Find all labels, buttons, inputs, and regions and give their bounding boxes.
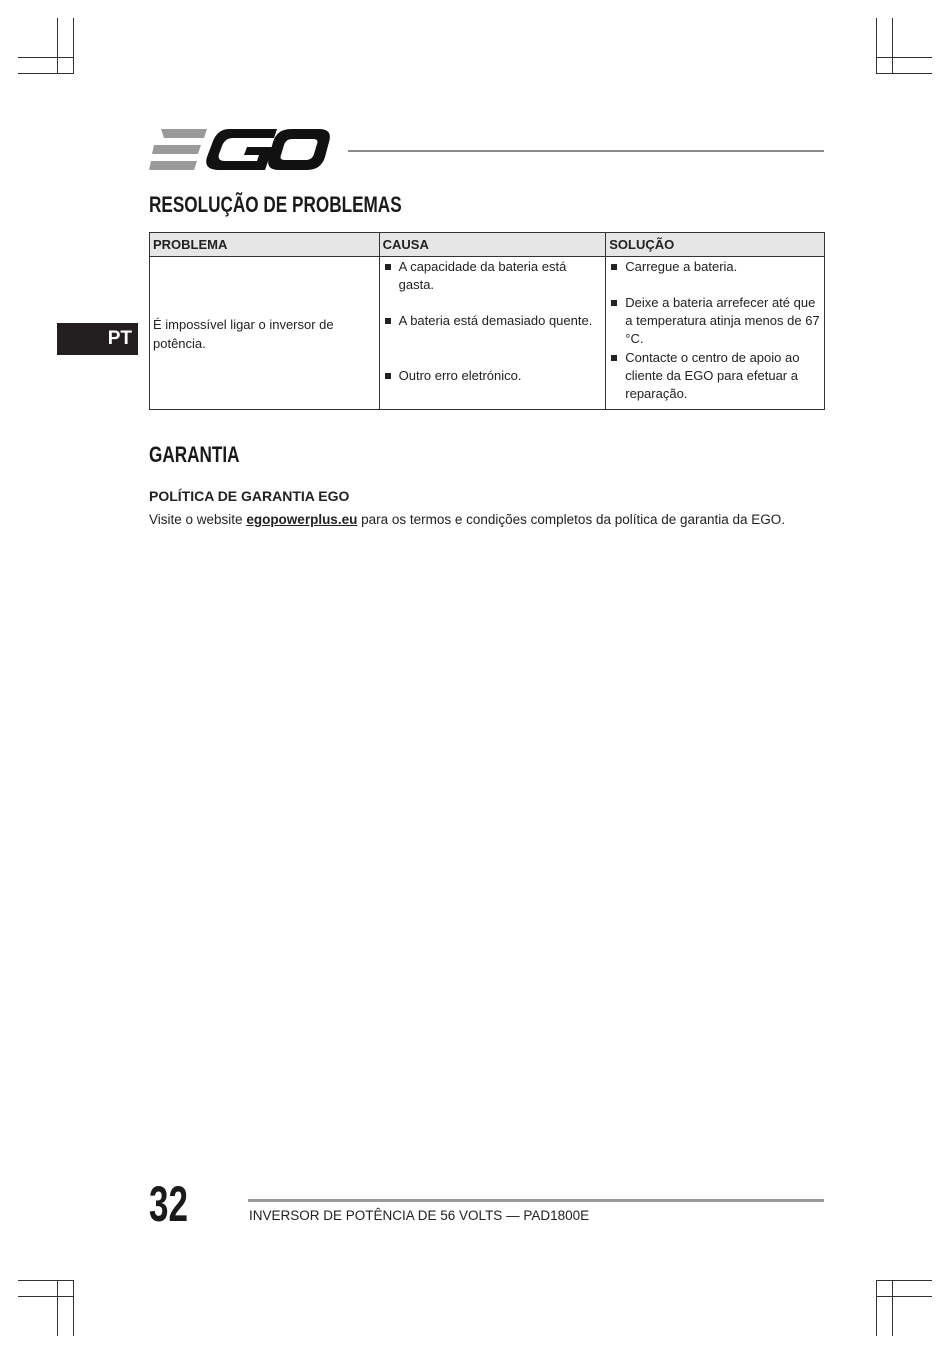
solution-text: Deixe a bateria arrefecer até que a temperatura atinja menos de 67 °C. [625,295,820,346]
bullet-square-icon [385,264,391,270]
cause-cell [379,257,606,410]
table-row [150,257,825,410]
crop-mark [876,1296,932,1297]
cause-text: Outro erro eletrónico. [398,368,522,383]
crop-mark [73,18,74,74]
footer-rule [248,1199,824,1202]
column-header: SOLUÇÃO [606,233,825,257]
section-title-warranty: GARANTIA [149,442,240,467]
troubleshooting-table [149,232,825,410]
bullet-square-icon [611,300,617,306]
section-title-troubleshooting: RESOLUÇÃO DE PROBLEMAS [149,192,402,217]
warranty-subtitle: POLÍTICA DE GARANTIA EGO [149,488,350,504]
problem-cell [150,257,380,410]
crop-mark [18,1296,74,1297]
bullet-square-icon [385,318,391,324]
problem-text: É impossível ligar o inversor de potência. [153,317,334,351]
list-item [380,367,606,385]
bullet-square-icon [611,264,617,270]
list-item [380,312,606,330]
warranty-text-after: para os termos e condições completos da política de garantia da EGO. [357,512,786,527]
crop-mark [876,18,877,74]
warranty-text-before: Visite o website [149,512,247,527]
column-header: PROBLEMA [150,233,380,257]
solution-text: Contacte o centro de apoio ao cliente da EGO para efetuar a reparação. [625,350,800,401]
crop-mark [876,73,932,74]
crop-mark [73,1280,74,1336]
bullet-square-icon [611,355,617,361]
crop-mark [876,57,932,58]
crop-mark [18,57,74,58]
language-tab: PT [57,323,138,355]
cause-text: A capacidade da bateria está gasta. [398,259,567,292]
list-item [606,349,824,409]
ego-logo [149,129,331,171]
crop-mark [876,1280,932,1281]
header-rule [348,150,824,152]
list-item [380,258,606,294]
solution-text: Carregue a bateria. [625,259,738,274]
warranty-link[interactable]: egopowerplus.eu [246,512,358,527]
list-item [606,258,824,276]
bullet-square-icon [385,373,391,379]
crop-mark [18,1280,74,1281]
crop-mark [57,1280,58,1336]
cause-text: A bateria está demasiado quente. [398,313,593,328]
crop-mark [57,18,58,74]
document-title: INVERSOR DE POTÊNCIA DE 56 VOLTS — PAD1800E [249,1208,590,1223]
crop-mark [892,18,893,74]
crop-mark [18,73,74,74]
column-header: CAUSA [379,233,606,257]
page-number: 32 [149,1176,188,1232]
list-item [606,294,824,348]
table-header-row [150,233,825,257]
crop-mark [892,1280,893,1336]
solution-cell [606,257,825,410]
warranty-text [149,512,785,527]
crop-mark [876,1280,877,1336]
